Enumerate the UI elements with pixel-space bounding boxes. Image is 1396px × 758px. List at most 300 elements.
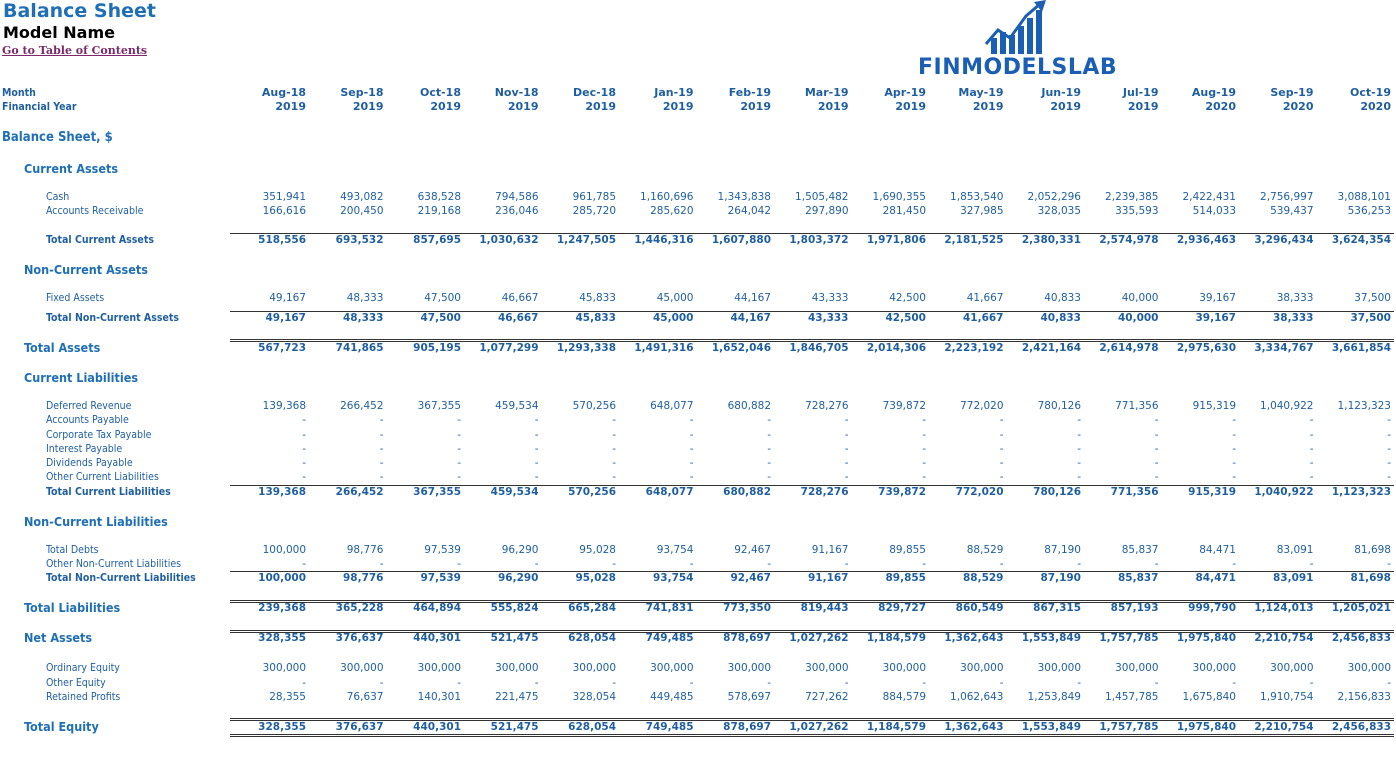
value-cell: 300,000 — [882, 662, 926, 674]
row-label: Total Debts — [46, 544, 99, 556]
value-cell: 47,500 — [420, 312, 461, 324]
value-cell: 1,253,849 — [1027, 691, 1081, 703]
year-cell: 2020 — [1360, 100, 1391, 113]
month-cell: Jul-19 — [1122, 86, 1159, 99]
financial-year-label: Financial Year — [2, 101, 77, 113]
value-cell: 42,500 — [889, 292, 926, 304]
value-cell: 867,315 — [1033, 602, 1081, 614]
value-cell: 3,661,854 — [1331, 342, 1391, 354]
value-cell: - — [379, 443, 384, 455]
value-cell: 81,698 — [1350, 572, 1391, 584]
value-cell: 45,833 — [575, 312, 616, 324]
value-cell: - — [457, 558, 461, 570]
row-label: Other Non-Current Liabilities — [46, 558, 182, 570]
value-cell: 96,290 — [497, 572, 539, 584]
year-cell: 2019 — [507, 100, 539, 113]
value-cell: - — [689, 471, 694, 483]
value-cell: 43,333 — [807, 312, 849, 324]
value-cell: 300,000 — [650, 662, 694, 674]
value-cell: 84,471 — [1199, 544, 1236, 556]
value-cell: 493,082 — [340, 191, 384, 203]
value-cell: - — [302, 677, 306, 689]
table-row — [0, 557, 1396, 571]
month-label: Month — [2, 87, 36, 99]
value-cell: 1,553,849 — [1021, 632, 1081, 644]
value-cell: 300,000 — [727, 662, 771, 674]
value-cell: 1,457,785 — [1105, 691, 1159, 703]
month-cell: Apr-19 — [884, 86, 926, 99]
value-cell: - — [844, 558, 849, 570]
value-cell: - — [302, 429, 306, 441]
month-cell: Sep-19 — [1270, 86, 1314, 99]
value-cell: 300,000 — [1270, 662, 1314, 674]
value-cell: - — [1309, 558, 1314, 570]
value-cell: 1,160,696 — [640, 191, 694, 203]
value-cell: - — [379, 558, 384, 570]
value-cell: 1,027,262 — [789, 721, 849, 733]
value-cell: 2,014,306 — [866, 342, 926, 354]
value-cell: 96,290 — [501, 544, 539, 556]
value-cell: - — [1309, 471, 1314, 483]
value-cell: - — [922, 677, 926, 689]
value-cell: 819,443 — [800, 602, 849, 614]
value-cell: 88,529 — [966, 544, 1004, 556]
value-cell: - — [302, 414, 306, 426]
section-current-liabilities — [0, 371, 1396, 385]
value-cell: 464,894 — [413, 602, 461, 614]
value-cell: 539,437 — [1270, 205, 1314, 217]
value-cell: 351,941 — [262, 191, 306, 203]
row-label: Fixed Assets — [46, 292, 105, 304]
section-current-assets — [0, 162, 1396, 176]
value-cell: 1,910,754 — [1260, 691, 1314, 703]
row-label: Total Equity — [24, 719, 99, 734]
month-cell: Feb-19 — [728, 86, 771, 99]
value-cell: 46,667 — [497, 312, 539, 324]
value-cell: - — [922, 558, 926, 570]
value-cell: - — [302, 471, 306, 483]
value-cell: 2,210,754 — [1254, 632, 1314, 644]
value-cell: 1,362,643 — [944, 632, 1004, 644]
value-cell: - — [1154, 443, 1159, 455]
value-cell: - — [767, 471, 771, 483]
value-cell: 1,184,579 — [866, 721, 926, 733]
value-cell: 200,450 — [340, 205, 384, 217]
value-cell: 680,882 — [727, 400, 771, 412]
value-cell: 139,368 — [262, 400, 306, 412]
value-cell: 93,754 — [656, 544, 694, 556]
value-cell: - — [1077, 414, 1081, 426]
value-cell: 567,723 — [258, 342, 306, 354]
value-cell: - — [1232, 457, 1236, 469]
value-cell: 905,195 — [413, 342, 461, 354]
value-cell: 1,123,323 — [1337, 400, 1391, 412]
value-cell: 281,450 — [882, 205, 926, 217]
value-cell: 665,284 — [568, 602, 616, 614]
row-label: Accounts Payable — [46, 414, 129, 426]
table-row — [0, 470, 1396, 484]
table-row — [0, 720, 1396, 734]
value-cell: - — [302, 558, 306, 570]
table-of-contents-link[interactable]: Go to Table of Contents — [2, 44, 148, 57]
chart-logo-icon — [918, 0, 1133, 60]
table-row — [0, 291, 1396, 305]
value-cell: 915,319 — [1188, 486, 1236, 498]
value-cell: 40,000 — [1117, 312, 1159, 324]
section-title: Current Assets — [24, 161, 119, 176]
value-cell: 297,890 — [805, 205, 849, 217]
table-row — [0, 543, 1396, 557]
value-cell: 98,776 — [342, 572, 384, 584]
value-cell: 2,223,192 — [944, 342, 1004, 354]
value-cell: 2,421,164 — [1021, 342, 1081, 354]
value-cell: - — [689, 443, 694, 455]
value-cell: 1,293,338 — [556, 342, 616, 354]
table-row — [0, 190, 1396, 204]
value-cell: 89,855 — [889, 544, 926, 556]
value-cell: 1,757,785 — [1099, 721, 1159, 733]
value-cell: 300,000 — [495, 662, 539, 674]
row-label: Cash — [46, 191, 70, 203]
value-cell: 38,333 — [1272, 312, 1314, 324]
value-cell: 780,126 — [1037, 400, 1081, 412]
value-cell: 300,000 — [262, 662, 306, 674]
value-cell: - — [1232, 677, 1236, 689]
value-cell: 44,167 — [734, 292, 771, 304]
value-cell: 570,256 — [568, 486, 616, 498]
value-cell: 739,872 — [882, 400, 926, 412]
value-cell: - — [922, 429, 926, 441]
value-cell: 37,500 — [1354, 292, 1391, 304]
value-cell: 266,452 — [340, 400, 384, 412]
value-cell: - — [922, 457, 926, 469]
year-cell: 2019 — [817, 100, 849, 113]
table-row — [0, 311, 1396, 325]
value-cell: 771,356 — [1110, 486, 1159, 498]
value-cell: - — [767, 443, 771, 455]
value-cell: 628,054 — [568, 632, 616, 644]
month-cell: Oct-19 — [1349, 86, 1391, 99]
value-cell: - — [999, 429, 1004, 441]
value-cell: 440,301 — [413, 632, 461, 644]
value-cell: 2,574,978 — [1099, 234, 1159, 246]
value-cell: 1,184,579 — [866, 632, 926, 644]
table-row — [0, 456, 1396, 470]
row-label: Accounts Receivable — [46, 205, 144, 217]
value-cell: - — [457, 677, 461, 689]
year-cell: 2020 — [1205, 100, 1236, 113]
table-row — [0, 233, 1396, 247]
value-cell: - — [379, 457, 384, 469]
value-cell: - — [1077, 677, 1081, 689]
value-cell: 1,362,643 — [944, 721, 1004, 733]
value-cell: - — [457, 414, 461, 426]
value-cell: 680,882 — [723, 486, 771, 498]
value-cell: 459,534 — [495, 400, 539, 412]
value-cell: - — [689, 558, 694, 570]
value-cell: - — [379, 414, 384, 426]
row-label: Ordinary Equity — [46, 662, 120, 674]
value-cell: 89,855 — [885, 572, 926, 584]
value-cell: 140,301 — [417, 691, 461, 703]
row-label: Total Current Assets — [46, 234, 154, 246]
value-cell: 2,614,978 — [1099, 342, 1159, 354]
value-cell: - — [1232, 471, 1236, 483]
value-cell: 1,652,046 — [711, 342, 771, 354]
value-cell: 300,000 — [340, 662, 384, 674]
value-cell: 878,697 — [723, 632, 771, 644]
value-cell: 521,475 — [490, 632, 539, 644]
value-cell: 365,228 — [335, 602, 384, 614]
month-cell: Jun-19 — [1041, 86, 1081, 99]
value-cell: - — [1077, 471, 1081, 483]
row-label: Interest Payable — [46, 443, 123, 455]
value-cell: 92,467 — [734, 544, 771, 556]
value-cell: 266,452 — [335, 486, 384, 498]
value-cell: 328,355 — [258, 632, 306, 644]
value-cell: 3,624,354 — [1331, 234, 1391, 246]
value-cell: - — [612, 471, 616, 483]
row-label: Other Equity — [46, 677, 106, 689]
value-cell: 300,000 — [1037, 662, 1081, 674]
value-cell: 3,296,434 — [1254, 234, 1314, 246]
row-label: Total Liabilities — [24, 600, 121, 615]
value-cell: 264,042 — [727, 205, 771, 217]
value-cell: - — [1154, 429, 1159, 441]
value-cell: 570,256 — [572, 400, 616, 412]
value-cell: 536,253 — [1347, 205, 1391, 217]
row-label: Corporate Tax Payable — [46, 429, 152, 441]
value-cell: 555,824 — [490, 602, 539, 614]
value-cell: 40,833 — [1040, 312, 1081, 324]
value-cell: - — [302, 457, 306, 469]
value-cell: 41,667 — [962, 312, 1004, 324]
value-cell: 1,975,840 — [1176, 632, 1236, 644]
value-cell: - — [1154, 677, 1159, 689]
row-label: Retained Profits — [46, 691, 121, 703]
value-cell: 98,776 — [346, 544, 384, 556]
value-cell: 139,368 — [258, 486, 306, 498]
value-cell: 728,276 — [800, 486, 849, 498]
value-cell: 300,000 — [1115, 662, 1159, 674]
value-cell: 285,720 — [572, 205, 616, 217]
value-cell: 1,491,316 — [634, 342, 694, 354]
value-cell: - — [534, 429, 539, 441]
value-cell: 38,333 — [1276, 292, 1314, 304]
value-cell: 328,054 — [572, 691, 616, 703]
value-cell: 780,126 — [1033, 486, 1081, 498]
value-cell: - — [999, 414, 1004, 426]
value-cell: - — [1077, 457, 1081, 469]
value-cell: 1,690,355 — [872, 191, 926, 203]
value-cell: - — [612, 558, 616, 570]
value-cell: 48,333 — [342, 312, 384, 324]
value-cell: 45,000 — [652, 312, 694, 324]
value-cell: - — [767, 429, 771, 441]
value-cell: 961,785 — [572, 191, 616, 203]
value-cell: 860,549 — [955, 602, 1004, 614]
value-cell: 693,532 — [335, 234, 384, 246]
value-cell: - — [612, 429, 616, 441]
value-cell: 41,667 — [966, 292, 1004, 304]
value-cell: 76,637 — [346, 691, 384, 703]
value-cell: 95,028 — [579, 544, 616, 556]
table-row — [0, 690, 1396, 704]
value-cell: 92,467 — [730, 572, 771, 584]
value-cell: 91,167 — [811, 544, 849, 556]
value-cell: - — [1387, 443, 1391, 455]
value-cell: 578,697 — [727, 691, 771, 703]
value-cell: 44,167 — [730, 312, 771, 324]
value-cell: - — [302, 443, 306, 455]
section-title: Current Liabilities — [24, 370, 139, 385]
year-cell: 2019 — [275, 100, 306, 113]
value-cell: - — [457, 443, 461, 455]
value-cell: 300,000 — [572, 662, 616, 674]
table-row — [0, 485, 1396, 499]
value-cell: - — [1232, 429, 1236, 441]
row-label: Total Current Liabilities — [46, 486, 171, 498]
value-cell: 1,975,840 — [1176, 721, 1236, 733]
value-cell: 999,790 — [1188, 602, 1236, 614]
year-cell: 2019 — [740, 100, 771, 113]
value-cell: - — [767, 414, 771, 426]
section-non-current-liabilities — [0, 515, 1396, 529]
value-cell: - — [1232, 414, 1236, 426]
month-cell: Nov-18 — [494, 86, 539, 99]
value-cell: 285,620 — [650, 205, 694, 217]
value-cell: 1,446,316 — [634, 234, 694, 246]
row-label: Total Non-Current Assets — [46, 312, 180, 324]
value-cell: 87,190 — [1044, 544, 1081, 556]
value-cell: 2,422,431 — [1182, 191, 1236, 203]
value-cell: 88,529 — [962, 572, 1004, 584]
value-cell: 95,028 — [575, 572, 616, 584]
value-cell: 1,505,482 — [795, 191, 849, 203]
value-cell: 772,020 — [955, 486, 1004, 498]
value-cell: - — [534, 414, 539, 426]
table-row — [0, 442, 1396, 456]
value-cell: 85,837 — [1121, 544, 1159, 556]
value-cell: 40,833 — [1044, 292, 1081, 304]
value-cell: 1,846,705 — [789, 342, 849, 354]
value-cell: 300,000 — [417, 662, 461, 674]
value-cell: 1,803,372 — [789, 234, 849, 246]
value-cell: 2,456,833 — [1331, 721, 1391, 733]
table-row — [0, 631, 1396, 645]
value-cell: - — [999, 558, 1004, 570]
value-cell: 3,334,767 — [1254, 342, 1314, 354]
value-cell: 1,030,632 — [479, 234, 539, 246]
value-cell: 2,456,833 — [1331, 632, 1391, 644]
value-cell: - — [534, 677, 539, 689]
value-cell: 300,000 — [1192, 662, 1236, 674]
value-cell: - — [534, 443, 539, 455]
month-cell: Aug-18 — [261, 86, 306, 99]
value-cell: - — [767, 457, 771, 469]
value-cell: - — [534, 558, 539, 570]
year-cell: 2019 — [895, 100, 926, 113]
value-cell: 1,062,643 — [950, 691, 1004, 703]
value-cell: - — [999, 471, 1004, 483]
value-cell: - — [844, 443, 849, 455]
value-cell: - — [612, 414, 616, 426]
value-cell: 794,586 — [495, 191, 539, 203]
value-cell: - — [457, 457, 461, 469]
value-cell: 638,528 — [417, 191, 461, 203]
value-cell: - — [1309, 457, 1314, 469]
value-cell: 300,000 — [805, 662, 849, 674]
section-non-current-assets — [0, 263, 1396, 277]
table-row — [0, 341, 1396, 355]
month-cell: Jan-19 — [654, 86, 694, 99]
value-cell: - — [999, 443, 1004, 455]
value-cell: 1,853,540 — [950, 191, 1004, 203]
value-cell: 1,553,849 — [1021, 721, 1081, 733]
value-cell: 376,637 — [335, 632, 384, 644]
value-cell: 741,865 — [335, 342, 384, 354]
value-cell: - — [1154, 414, 1159, 426]
month-header-row — [0, 86, 1396, 100]
value-cell: 2,210,754 — [1254, 721, 1314, 733]
value-cell: 514,033 — [1192, 205, 1236, 217]
year-cell: 2019 — [430, 100, 461, 113]
value-cell: - — [1309, 429, 1314, 441]
value-cell: 2,052,296 — [1027, 191, 1081, 203]
value-cell: - — [1077, 443, 1081, 455]
value-cell: - — [1387, 414, 1391, 426]
value-cell: 518,556 — [258, 234, 306, 246]
value-cell: 83,091 — [1276, 544, 1314, 556]
value-cell: 1,757,785 — [1099, 632, 1159, 644]
value-cell: 1,971,806 — [866, 234, 926, 246]
value-cell: - — [689, 414, 694, 426]
value-cell: - — [1387, 558, 1391, 570]
table-row — [0, 601, 1396, 615]
value-cell: 39,167 — [1195, 312, 1236, 324]
value-cell: 884,579 — [882, 691, 926, 703]
value-cell: 367,355 — [413, 486, 461, 498]
value-cell: 81,698 — [1354, 544, 1391, 556]
value-cell: 648,077 — [645, 486, 694, 498]
value-cell: 829,727 — [878, 602, 926, 614]
month-cell: Sep-18 — [340, 86, 384, 99]
value-cell: 2,975,630 — [1176, 342, 1236, 354]
value-cell: 84,471 — [1195, 572, 1236, 584]
value-cell: 100,000 — [258, 572, 306, 584]
value-cell: 376,637 — [335, 721, 384, 733]
value-cell: - — [1154, 457, 1159, 469]
value-cell: 97,539 — [424, 544, 461, 556]
value-cell: - — [1154, 471, 1159, 483]
value-cell: 2,156,833 — [1337, 691, 1391, 703]
value-cell: - — [999, 677, 1004, 689]
value-cell: 328,035 — [1037, 205, 1081, 217]
value-cell: 1,040,922 — [1254, 486, 1314, 498]
value-cell: 728,276 — [805, 400, 849, 412]
value-cell: 239,368 — [258, 602, 306, 614]
value-cell: 328,355 — [258, 721, 306, 733]
value-cell: - — [844, 677, 849, 689]
value-cell: 749,485 — [645, 632, 694, 644]
value-cell: - — [844, 471, 849, 483]
finmodelslab-logo — [918, 0, 1133, 80]
value-cell: - — [1232, 443, 1236, 455]
value-cell: - — [1387, 677, 1391, 689]
value-cell: 1,675,840 — [1182, 691, 1236, 703]
value-cell: 42,500 — [885, 312, 926, 324]
value-cell: 93,754 — [652, 572, 694, 584]
